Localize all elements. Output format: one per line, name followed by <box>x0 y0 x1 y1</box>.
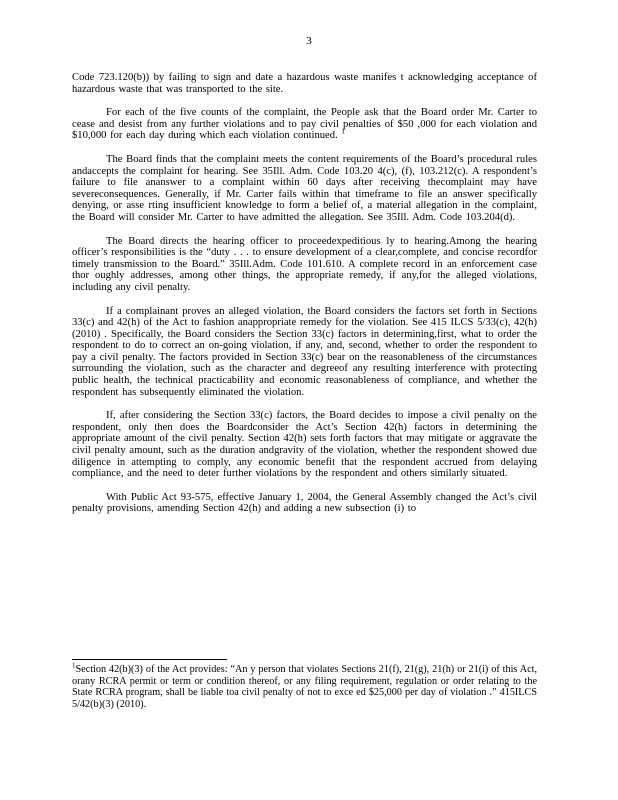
paragraph-2 <box>72 107 537 142</box>
footnote-marker: 1 <box>72 661 76 670</box>
paragraph-5: If a complainant proves an alleged violation, the Board considers the factors set forth in Sections 33(c) and 42(h) of the Act to fashion anappropriate remedy for the violation. See 415 ILCS 5/33(c), 42(h) (2010) . Specifically, the Board considers the Section 33(c) factors in determining,first, what to order the respondent to do to correct an on-going violation, if any, and, second, whether to order the respondent to pay a civil penalty. The factors provided in Section 33(c) bear on the reasonableness of the circumstances surrounding the violation, such as the character and degreeof any resulting interference with protecting public health, the technical practicability and economic reasonableness of compliance, and whether the respondent has subsequently eliminated the violation. <box>72 305 537 398</box>
paragraph-7: With Public Act 93-575, effective January 1, 2004, the General Assembly changed the Act’s civil penalty provisions, amending Section 42(h) and adding a new subsection (i) to <box>72 491 537 515</box>
footnote-text: Section 42(b)(3) of the Act provides: “An y person that violates Sections 21(f), 21(g), 21(h) or 21(i) of this Act, orany RCRA permit or term or condition thereof, or any filing requirement, regulation or order relating to the State RCRA program, shall be liable toa civil penalty of not to exce ed $25,000 per day of violation .” 415ILCS 5/42(b)(3) (2010). <box>72 664 537 710</box>
paragraph-3: The Board finds that the complaint meets the content requirements of the Board’s procedural rules andaccepts the complaint for hearing. See 35Ill. Adm. Code 103.20 4(c), (f), 103.212(c). A respondent’s failure to file ananswer to a complaint within 60 days after receiving thecomplaint may have severeconsequences. Generally, if Mr. Carter fails within that timeframe to file an answer specifically denying, or asse rting insufficient knowledge to form a belief of, a material allegation in the complaint, the Board will consider Mr. Carter to have admitted the allegation. See 35Ill. Adm. Code 103.204(d). <box>72 153 537 223</box>
page-number: 3 <box>306 35 312 47</box>
footnote <box>72 661 537 710</box>
body-text <box>72 72 537 527</box>
paragraph-4: The Board directs the hearing officer to proceedexpeditious ly to hearing.Among the hearing officer’s responsibilities is the “duty . . . to ensure development of a clear,complete, and concise recordfor timely transmission to the Board.” 35Ill.Adm. Code 101.610. A complete record in an enforcement case thor oughly addresses, among other things, the appropriate remedy, if any,for the alleged violations, including any civil penalty. <box>72 235 537 293</box>
paragraph-6: If, after considering the Section 33(c) factors, the Board decides to impose a civil penalty on the respondent, only then does the Boardconsider the Act’s Section 42(h) factors in determining the appropriate amount of the civil penalty. Section 42(h) sets forth factors that may mitigate or aggravate the civil penalty amount, such as the duration andgravity of the violation, whether the respondent showed due diligence in attempting to comply, any economic benefit that the respondent accrued from delaying compliance, and the need to deter further violations by the respondent and others similarly situated. <box>72 410 537 480</box>
footnote-divider <box>72 659 227 660</box>
paragraph-1: Code 723.120(b)) by failing to sign and date a hazardous waste manifes t acknowledging acceptance of hazardous waste that was transported to the site. <box>72 72 537 95</box>
footnote-reference: 1 <box>341 127 345 136</box>
paragraph-2-text: For each of the five counts of the complaint, the People ask that the Board order Mr. Carter to cease and desist from any further violations and to pay civil penalties of $50 ,000 for each violation and $10,000 for each day during which each violation continued. <box>72 107 537 142</box>
